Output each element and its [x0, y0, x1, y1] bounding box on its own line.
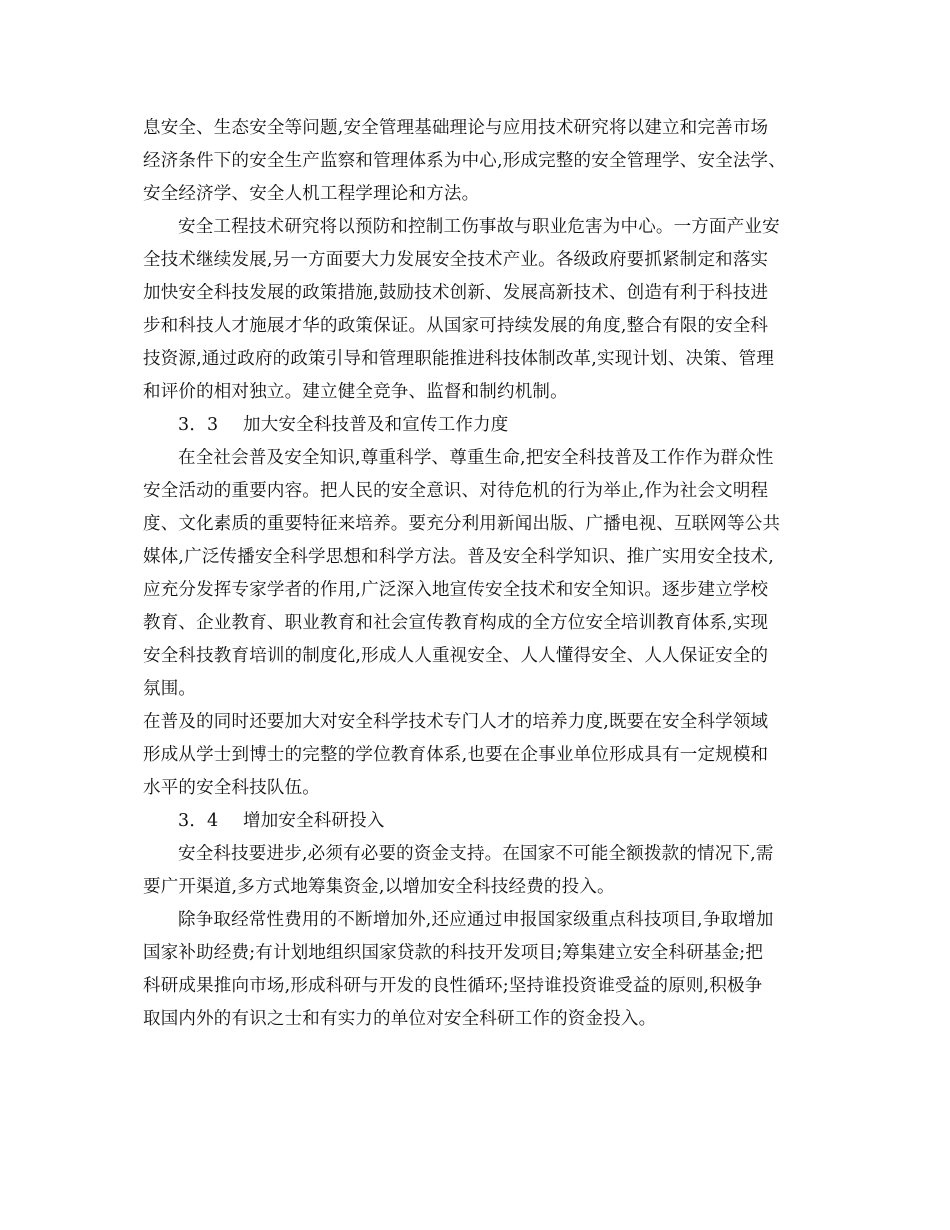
section-number: 3．4 — [178, 811, 219, 831]
paragraph-engineering-research — [143, 211, 830, 409]
paragraph-continued — [143, 112, 830, 211]
text-line: 科研成果推向市场,形成科研与开发的良性循环;坚持谁投资谁受益的原则,积极争 — [143, 976, 763, 996]
text-line: 水平的安全科技队伍。 — [143, 778, 320, 798]
paragraph-popularization — [143, 442, 830, 706]
text-line: 在普及的同时还要加大对安全科学技术专门人才的培养力度,既要在安全科学领域 — [143, 712, 769, 732]
text-line: 在全社会普及安全知识,尊重科学、尊重生命,把安全科技普及工作作为群众性 — [178, 448, 774, 468]
paragraph-investment-channels — [143, 904, 830, 1036]
text-line: 应充分发挥专家学者的作用,广泛深入地宣传安全技术和安全知识。逐步建立学校 — [143, 580, 769, 600]
section-title: 增加安全科研投入 — [243, 811, 385, 831]
text-line: 技资源,通过政府的政策引导和管理职能推进科技体制改革,实现计划、决策、管理 — [143, 349, 775, 369]
text-line: 氛围。 — [143, 679, 197, 699]
text-line: 息安全、生态安全等问题,安全管理基础理论与应用技术研究将以建立和完善市场 — [143, 118, 769, 138]
text-line: 全技术继续发展,另一方面要大力发展安全技术产业。各级政府要抓紧制定和落实 — [143, 250, 769, 270]
text-line: 取国内外的有识之士和有实力的单位对安全科研工作的资金投入。 — [143, 1009, 657, 1029]
text-line: 安全工程技术研究将以预防和控制工伤事故与职业危害为中心。一方面产业安 — [178, 217, 780, 237]
paragraph-talent-training — [143, 706, 830, 805]
text-line: 形成从学士到博士的完整的学位教育体系,也要在企事业单位形成具有一定规模和 — [143, 745, 769, 765]
section-heading-3-3 — [143, 409, 830, 442]
text-line: 安全活动的重要内容。把人民的安全意识、对待危机的行为举止,作为社会文明程 — [143, 481, 769, 501]
text-line: 安全科技要进步,必须有必要的资金支持。在国家不可能全额拨款的情况下,需 — [178, 844, 774, 864]
paragraph-funding — [143, 838, 830, 904]
text-line: 加快安全科技发展的政策措施,鼓励技术创新、发展高新技术、创造有利于科技进 — [143, 283, 769, 303]
text-line: 安全经济学、安全人机工程学理论和方法。 — [143, 184, 480, 204]
document-body — [143, 112, 830, 1036]
section-heading-3-4 — [143, 805, 830, 838]
text-line: 安全科技教育培训的制度化,形成人人重视安全、人人懂得安全、人人保证安全的 — [143, 646, 769, 666]
section-title: 加大安全科技普及和宣传工作力度 — [243, 415, 509, 435]
text-line: 要广开渠道,多方式地筹集资金,以增加安全科技经费的投入。 — [143, 877, 615, 897]
text-line: 和评价的相对独立。建立健全竞争、监督和制约机制。 — [143, 382, 568, 402]
text-line: 媒体,广泛传播安全科学思想和科学方法。普及安全科学知识、推广实用安全技术, — [143, 547, 775, 567]
text-line: 步和科技人才施展才华的政策保证。从国家可持续发展的角度,整合有限的安全科 — [143, 316, 769, 336]
text-line: 国家补助经费;有计划地组织国家贷款的科技开发项目;筹集建立安全科研基金;把 — [143, 943, 764, 963]
text-line: 除争取经常性费用的不断增加外,还应通过申报国家级重点科技项目,争取增加 — [178, 910, 774, 930]
text-line: 度、文化素质的重要特征来培养。要充分利用新闻出版、广播电视、互联网等公共 — [143, 514, 781, 534]
text-line: 教育、企业教育、职业教育和社会宣传教育构成的全方位安全培训教育体系,实现 — [143, 613, 769, 633]
text-line: 经济条件下的安全生产监察和管理体系为中心,形成完整的安全管理学、安全法学、 — [143, 151, 786, 171]
section-number: 3．3 — [178, 415, 219, 435]
